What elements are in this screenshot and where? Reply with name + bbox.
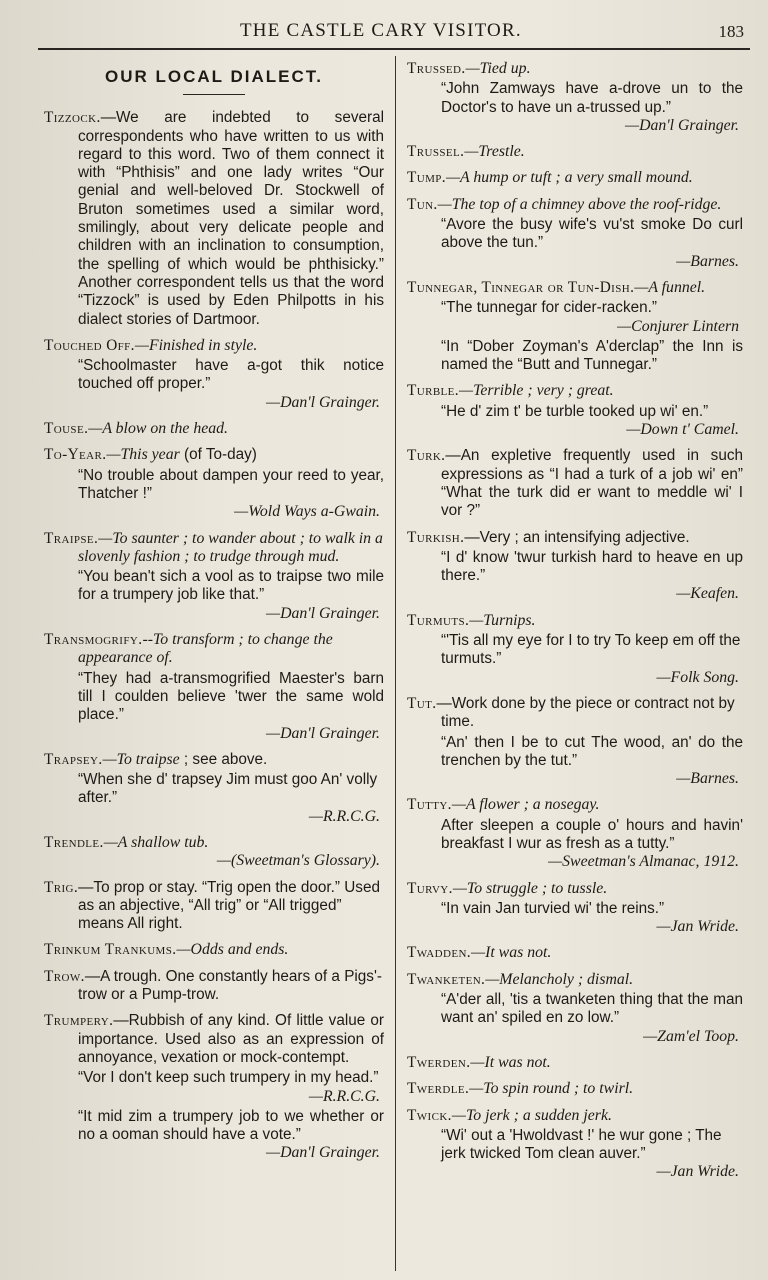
entry-definition: —To traipse xyxy=(102,750,180,768)
entry-transmogrify xyxy=(44,631,384,743)
entry-attribution: —R.R.C.G. xyxy=(308,1087,380,1105)
entry-headword: Trig. xyxy=(44,878,79,896)
entry-trussel xyxy=(407,143,743,161)
entry-tut xyxy=(407,695,743,788)
entry-twadden xyxy=(407,944,743,962)
entry-definition: --To transform ; to change the appearance of. xyxy=(78,631,333,667)
entry-definition: —Odds and ends. xyxy=(176,941,289,959)
entry-quote: “In “Dober Zoyman's A'derclap” the Inn is named the “Butt and Tunnegar.” xyxy=(441,337,743,374)
entry-trumpery xyxy=(44,1012,384,1162)
entry-quote: “A'der all, 'tis a twanketen thing that the man want an' spiled en zo low.” xyxy=(441,991,743,1027)
entry-tutty xyxy=(407,796,743,871)
entry-headword: Turmuts. xyxy=(407,611,470,629)
entry-headword: Trinkum Trankums. xyxy=(44,941,177,959)
entry-quote: After sleepen a couple o' hours and havin' breakfast I wur as fresh as a tutty.” xyxy=(441,816,743,852)
entry-quote: “Schoolmaster have a-got thik notice touched off proper.” xyxy=(78,357,384,393)
entry-headword: Twadden. xyxy=(407,944,472,962)
entry-definition: —To jerk ; a sudden jerk. xyxy=(451,1106,612,1124)
entry-headword: Tunnegar, Tinnegar or Tun-Dish. xyxy=(407,278,635,296)
entry-attribution: —Dan'l Grainger. xyxy=(266,724,380,742)
entry-attribution: —Wold Ways a-Gwain. xyxy=(234,503,380,521)
entry-definition: —Finished in style. xyxy=(134,336,258,354)
entry-headword: Trussed. xyxy=(407,60,466,77)
entry-definition: —To spin round ; to twirl. xyxy=(469,1080,634,1098)
entry-text: —An expletive frequently used in such expressions as “I had a turk of a job wi' en” “What the turk did er want to meddle wi' I vor ?” xyxy=(441,447,743,520)
entry-headword: Trow. xyxy=(44,967,85,985)
entry-headword: Transmogrify. xyxy=(44,631,143,649)
entry-quote: “In vain Jan turvied wi' the reins.” xyxy=(441,899,665,917)
entry-quote: “Avore the busy wife's vu'st smoke Do curl above the tun.” xyxy=(441,216,743,252)
entry-attribution: —Dan'l Grainger. xyxy=(266,393,380,411)
entry-headword: Touched Off. xyxy=(44,336,135,354)
left-column xyxy=(44,60,384,1171)
entry-definition: —A hump or tuft ; a very small mound. xyxy=(446,169,693,187)
entry-headword: Trendle. xyxy=(44,833,104,851)
entry-twerdle xyxy=(407,1080,743,1098)
entry-text: —Rubbish of any kind. Of little value or importance. Used also as an expression of annoyance, vexation or mock-contempt. xyxy=(78,1012,384,1066)
entry-trig xyxy=(44,879,384,934)
running-head xyxy=(0,18,768,48)
entry-turkish xyxy=(407,529,743,604)
entry-tump xyxy=(407,169,743,187)
entry-attribution: —Jan Wride. xyxy=(656,918,739,936)
magazine-title: THE CASTLE CARY VISITOR. xyxy=(240,20,522,41)
entry-definition: —A shallow tub. xyxy=(103,833,209,851)
page-number: 183 xyxy=(718,22,744,41)
entry-quote: “It mid zim a trumpery job to we whether or no a ooman should have a vote.” xyxy=(78,1107,384,1144)
entry-headword: Turk. xyxy=(407,447,446,465)
entry-trinkum-trankums xyxy=(44,941,384,959)
entry-attribution: —Barnes. xyxy=(676,252,739,270)
entry-text: —We are indebted to several correspondents who have written to us with regard to this word. Two of them connect it with “Phthisis” and one lady writes “Our genial and well-beloved Dr. Stockwell of Bruton sometimes used a similar word, smilingly, about very delicate people and children with an inclination to consumption, the spelling of which would be phthisicky.” Another correspondent tells us that the word “Tizzock” is used by Eden Philpotts in his dialect stories of Dartmoor. xyxy=(78,109,384,328)
entry-headword: Turkish. xyxy=(407,528,465,546)
entry-quote: “'Tis all my eye for I to try To keep em off the turmuts.” xyxy=(441,632,741,668)
entry-twick xyxy=(407,1107,743,1182)
entry-turvy xyxy=(407,880,743,937)
entry-text: —Very ; an intensifying adjective. xyxy=(464,528,690,546)
header-rule xyxy=(38,48,750,50)
entry-turmuts xyxy=(407,612,743,687)
entry-definition: —It was not. xyxy=(471,944,552,962)
entry-attribution: —Folk Song. xyxy=(656,668,739,686)
entry-quote: “Wi' out a 'Hwoldvast !' he wur gone ; The jerk twicked Tom clean auver.” xyxy=(441,1126,722,1163)
entry-quote: “John Zamways have a-drove un to the Doctor's to have un a-trussed up.” xyxy=(441,80,743,116)
entry-quote: “When she d' trapsey Jim must goo An' volly after.” xyxy=(78,771,378,807)
entry-tun xyxy=(407,196,743,271)
entry-headword: Touse. xyxy=(44,420,89,438)
entry-definition: —A flower ; a nosegay. xyxy=(451,796,600,814)
entry-definition: —A funnel. xyxy=(634,278,706,296)
entry-headword: Twerdle. xyxy=(407,1080,470,1098)
entry-trussed xyxy=(407,60,743,135)
entry-quote: “The tunnegar for cider-racken.” xyxy=(441,299,657,317)
entry-tunnegar xyxy=(407,279,743,374)
entry-quote: “They had a-transmogrified Maester's barn till I coulden believe 'twer the same wold place.” xyxy=(78,669,384,724)
entry-text: —A trough. One constantly hears of a Pigs'-trow or a Pump-trow. xyxy=(78,967,382,1004)
title-rule xyxy=(183,94,245,95)
section-title: OUR LOCAL DIALECT. xyxy=(105,67,323,86)
entry-quote: “I d' know 'twur turkish hard to heave en up there.” xyxy=(441,548,743,585)
entry-attribution: —(Sweetman's Glossary). xyxy=(216,852,380,870)
entry-text: —Work done by the piece or contract not by time. xyxy=(436,694,735,731)
entry-attribution: —Conjurer Lintern xyxy=(617,317,739,335)
entry-text: —To prop or stay. “Trig open the door.” Used as an abjective, “All trig” or “All trigged” means All right. xyxy=(78,878,380,933)
entry-definition: —Tied up. xyxy=(465,60,531,77)
entry-headword: Trapsey. xyxy=(44,750,103,768)
entry-attribution: —Zam'el Toop. xyxy=(643,1027,739,1045)
entry-attribution: —Barnes. xyxy=(676,770,739,788)
entry-headword: Tun. xyxy=(407,195,438,213)
entry-twanketen xyxy=(407,971,743,1046)
entry-quote: “He d' zim t' be turble tooked up wi' en.” xyxy=(441,402,709,420)
entry-attribution: —Keafen. xyxy=(676,585,739,603)
entry-headword: Trumpery. xyxy=(44,1012,114,1030)
entry-to-year xyxy=(44,446,384,521)
entry-definition: —Trestle. xyxy=(464,143,525,161)
entry-definition: —Turnips. xyxy=(469,611,536,629)
entry-trendle xyxy=(44,834,384,871)
entry-attribution: —Dan'l Grainger. xyxy=(625,116,739,134)
entry-quote: “Vor I don't keep such trumpery in my head.” xyxy=(78,1069,379,1087)
entry-note: (of To-day) xyxy=(179,446,257,464)
right-column xyxy=(407,60,743,1190)
entry-trapsey xyxy=(44,751,384,826)
entry-definition: —To struggle ; to tussle. xyxy=(452,879,608,897)
entry-quote: “No trouble about dampen your reed to year, Thatcher !” xyxy=(78,466,384,502)
entry-attribution: —Dan'l Grainger. xyxy=(266,604,380,622)
entry-attribution: —Down t' Camel. xyxy=(626,421,739,439)
entry-tizzock xyxy=(44,109,384,329)
entry-touse xyxy=(44,420,384,438)
entry-attribution: —Sweetman's Almanac, 1912. xyxy=(548,853,739,871)
entry-headword: Twerden. xyxy=(407,1053,471,1071)
entry-quote: “An' then I be to cut The wood, an' do the trenchen by the tut.” xyxy=(441,733,743,769)
entry-headword: Twick. xyxy=(407,1106,452,1124)
entry-headword: Trussel. xyxy=(407,143,465,161)
entry-headword: To-Year. xyxy=(44,446,107,464)
entry-definition: —A blow on the head. xyxy=(88,420,228,438)
entry-headword: Tump. xyxy=(407,169,447,187)
entry-headword: Turvy. xyxy=(407,879,453,897)
entry-quote: “You bean't sich a vool as to traipse two mile for a trumpery job like that.” xyxy=(78,568,384,604)
entry-attribution: —R.R.C.G. xyxy=(308,807,380,825)
entry-note: ; see above. xyxy=(179,750,268,768)
entry-traipse xyxy=(44,530,384,623)
entry-twerden xyxy=(407,1054,743,1072)
column-divider xyxy=(395,56,396,1271)
entry-attribution: —Jan Wride. xyxy=(656,1163,739,1181)
entry-headword: Twanketen. xyxy=(407,970,486,988)
entry-headword: Turble. xyxy=(407,382,460,400)
entry-headword: Tutty. xyxy=(407,796,452,814)
entry-turble xyxy=(407,382,743,439)
entry-turk xyxy=(407,447,743,520)
entry-definition: —The top of a chimney above the roof-ridge. xyxy=(437,195,722,213)
entry-headword: Tizzock. xyxy=(44,109,101,127)
entry-definition: —To saunter ; to wander about ; to walk in a slovenly fashion ; to trudge through mud. xyxy=(78,529,383,565)
entry-definition: —It was not. xyxy=(470,1053,551,1071)
entry-definition: —This year xyxy=(106,446,180,464)
entry-trow xyxy=(44,968,384,1005)
entry-headword: Tut. xyxy=(407,694,437,712)
entry-touched-off xyxy=(44,337,384,412)
entry-headword: Traipse. xyxy=(44,529,99,547)
entry-attribution: —Dan'l Grainger. xyxy=(266,1144,380,1162)
entry-definition: —Terrible ; very ; great. xyxy=(459,382,614,400)
entry-definition: —Melancholy ; dismal. xyxy=(485,970,634,988)
